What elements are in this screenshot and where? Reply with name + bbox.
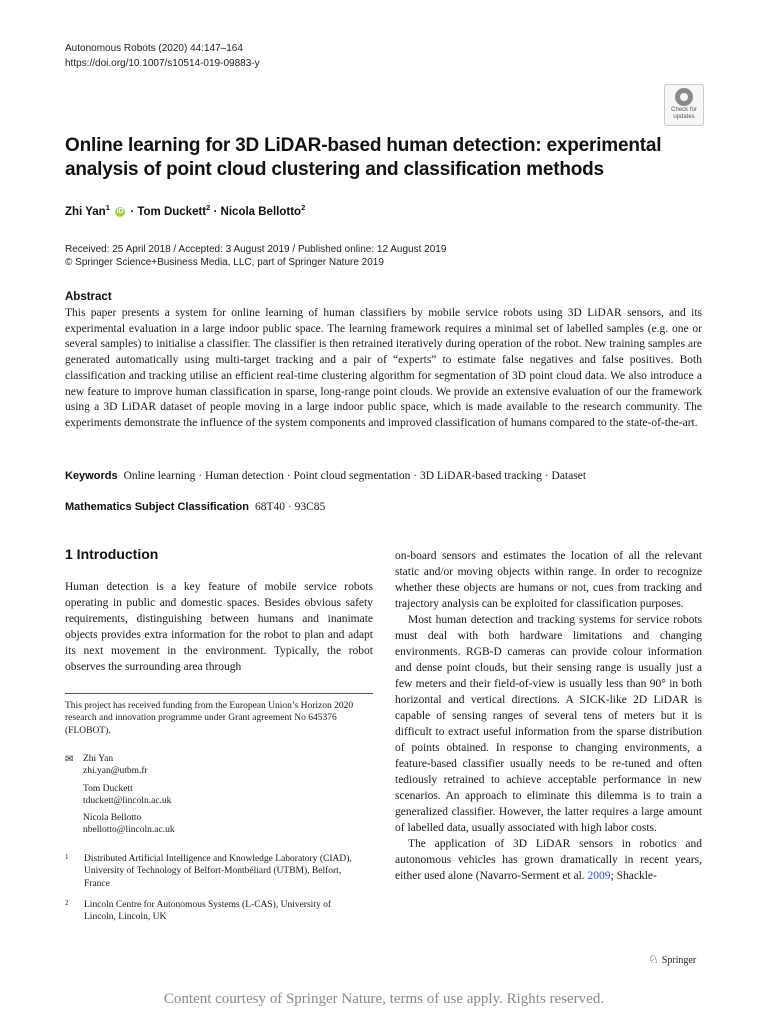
envelope-icon: ✉	[65, 754, 74, 765]
author-list	[65, 203, 305, 218]
copyright-line: © Springer Science+Business Media, LLC, part of Springer Nature 2019	[65, 257, 384, 268]
affiliation-2-number: 2	[65, 898, 69, 907]
affiliation-2	[65, 899, 365, 924]
author-2-affil: 2	[206, 203, 211, 212]
author-1-affil: 1	[105, 203, 110, 212]
author-2[interactable]: Tom Duckett	[137, 205, 207, 218]
affiliation-1-number: 1	[65, 853, 69, 861]
affiliation-2-text: Lincoln Centre for Autonomous Systems (L-CAS), University of Lincoln, Lincoln, UK	[84, 899, 331, 923]
contact-2-name: Tom Duckett	[83, 783, 133, 794]
intro-paragraph-4	[395, 836, 702, 884]
contact-2	[83, 783, 365, 808]
contact-2-email[interactable]: tduckett@lincoln.ac.uk	[83, 795, 172, 806]
springer-horse-icon: ♘	[648, 952, 659, 966]
funding-note: This project has received funding from the European Union’s Horizon 2020 research and innovation programme under Grant agreement No 645376 (FLOBOT).	[65, 701, 354, 736]
badge-text-1: Check for	[671, 107, 697, 113]
contact-3	[83, 812, 365, 837]
publication-dates	[65, 243, 446, 269]
abstract-heading: Abstract	[65, 291, 112, 303]
keywords-label: Keywords	[65, 470, 118, 482]
contact-1-name: Zhi Yan	[83, 754, 114, 764]
check-for-updates-badge[interactable]	[664, 84, 704, 126]
check-updates-icon	[675, 88, 693, 106]
springer-logo	[648, 952, 696, 967]
courtesy-notice: Content courtesy of Springer Nature, terms of use apply. Rights reserved.	[163, 991, 605, 1007]
contact-1-email[interactable]: zhi.yan@utbm.fr	[83, 766, 148, 777]
intro-paragraph-2: on-board sensors and estimates the location of all the relevant static and/or moving objects within range. In order to recognize whether these objects are humans or not, cues from tracking and trajectory analysis can be exploited for classification purposes.	[395, 550, 702, 610]
corresponding-authors	[65, 753, 365, 842]
doi-link[interactable]: https://doi.org/10.1007/s10514-019-09883-y	[65, 58, 260, 69]
contact-1	[83, 753, 365, 778]
msc-classification	[65, 499, 325, 515]
p4-text-pre: The application of 3D LiDAR sensors in robotics and autonomous vehicles has grown dramatically in recent years, either used alone (Navarro-Serment et al.	[395, 838, 702, 882]
springer-text: Springer	[661, 955, 697, 966]
p4-text-post: ; Shackle-	[610, 870, 657, 882]
citation-link-2009[interactable]: 2009	[587, 870, 611, 882]
journal-citation: Autonomous Robots (2020) 44:147–164	[65, 43, 243, 54]
contact-3-name: Nicola Bellotto	[83, 813, 142, 824]
paper-title: Online learning for 3D LiDAR-based human detection: experimental analysis of point cloud clustering and classification methods	[65, 135, 662, 180]
affiliation-1-text: Distributed Artificial Intelligence and Knowledge Laboratory (CIAD), University of Technology of Belfort-Montbéliard (UTBM), Belfort, France	[84, 854, 352, 889]
affiliations	[65, 853, 365, 932]
msc-label: Mathematics Subject Classification	[65, 501, 249, 513]
right-column	[395, 548, 702, 884]
author-3-affil: 2	[301, 203, 306, 212]
orcid-icon[interactable]: iD	[116, 207, 124, 215]
author-1[interactable]: Zhi Yan	[65, 205, 106, 218]
intro-paragraph-3: Most human detection and tracking systems for service robots must deal with both hardware limitations and changing environments. RGB-D cameras can provide colour information and dense point clouds, but their sensing range is usually just a few meters and their field-of-view is usually less than 90° in both horizontal and vertical directions. A SICK-like 2D LiDAR is capable of sensing ranges of several tens of meters but it is difficult to extract useful information from the sparse distribution of points obtained. In response to changing environments, a feature-based classifier usually needs to be re-tuned and often tediously retrained to achieve acceptable performance in new scenarios. An approach to eliminate this dilemma is to train a generalized classifier. However, the latter requires a large amount of labelled data, usually associated with high labor costs.	[395, 614, 702, 834]
affiliation-1	[65, 853, 365, 890]
msc-text: 68T40 · 93C85	[255, 501, 326, 513]
author-3[interactable]: Nicola Bellotto	[220, 205, 302, 218]
badge-text-2: updates	[673, 114, 695, 120]
author-sep-1: ·	[130, 205, 135, 218]
section-heading-introduction: 1 Introduction	[65, 546, 159, 562]
abstract-text: This paper presents a system for online learning of human classifiers by mobile service robots using 3D LiDAR sensors, and its experimental evaluation in a large indoor public space. The learning framework requires a minimal set of labelled samples (e.g. one or several samples) to initialise a classifier. The classifier is then retrained iteratively during operation of the robot. New training samples are generated automatically using multi-target tracking and a pair of “experts” to estimate false negatives and false positives. Both classification and tracking utilise an efficient real-time clustering algorithm for segmentation of 3D point cloud data. We also introduce a new feature to improve human classification in sparse, long-range point clouds. We provide an extensive evaluation of our the framework using a 3D LiDAR dataset of people moving in a large indoor public space, which is made available to the research community. The experiments demonstrate the influence of the system components and improved classification of humans compared to the state-of-the-art.	[65, 307, 702, 429]
author-sep-2: ·	[213, 205, 218, 218]
intro-paragraph-1: Human detection is a key feature of mobile service robots operating in public and domestic spaces. Besides obvious safety requirements, distinguishing between humans and inanimate objects provides extra information for the robot to plan and adapt its next movement in the environment. Typically, the robot observes the surrounding area through	[65, 581, 373, 673]
keywords-text: Online learning · Human detection · Point cloud segmentation · 3D LiDAR-based tracking · Dataset	[123, 470, 587, 482]
contact-3-email[interactable]: nbellotto@lincoln.ac.uk	[83, 825, 175, 836]
keywords	[65, 468, 705, 484]
footnote-divider	[65, 693, 373, 694]
dates-line: Received: 25 April 2018 / Accepted: 3 August 2019 / Published online: 12 August 2019	[65, 244, 447, 255]
left-column	[65, 579, 373, 675]
journal-header	[65, 41, 260, 71]
